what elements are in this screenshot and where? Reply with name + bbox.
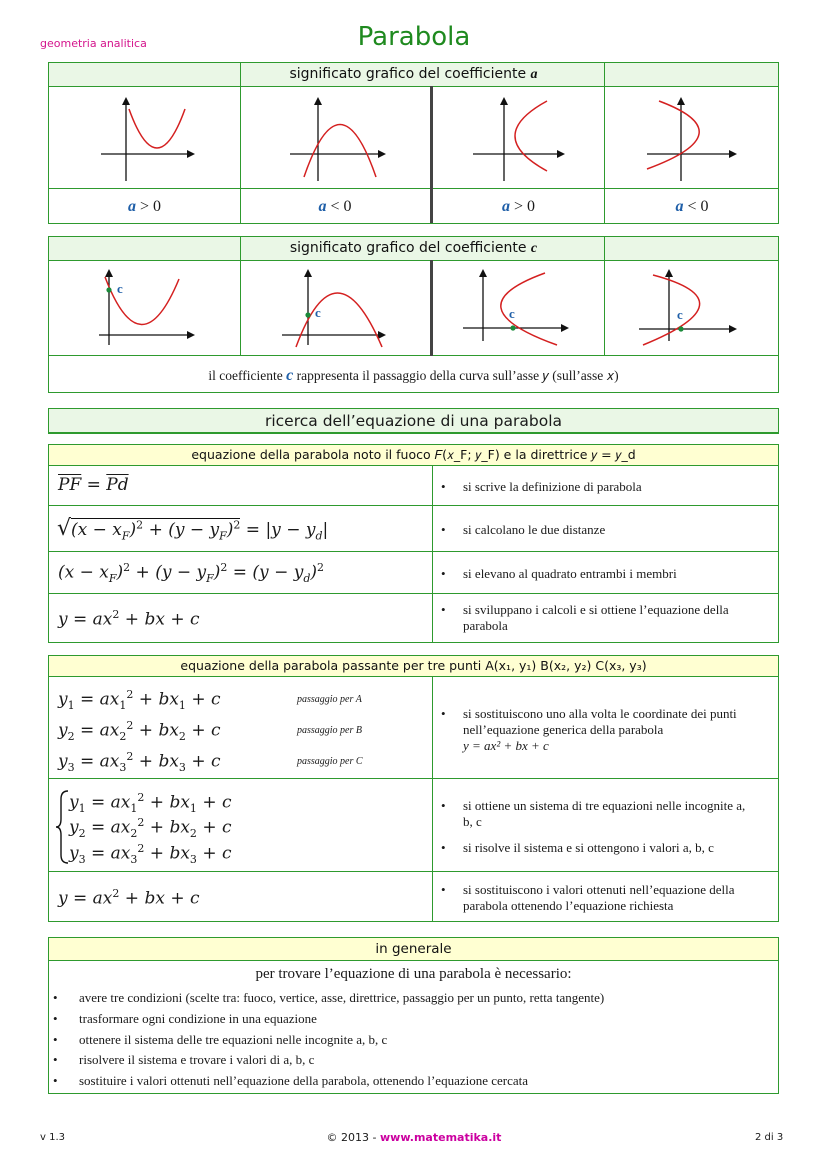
formula-squared: $(x - x_F)^2 + (y - y_F)^2 = (y - y_d)^2$ [58, 561, 325, 586]
focus-method-table [48, 444, 779, 643]
general-header: in generale [49, 938, 778, 961]
graph-c-4-label: c [677, 307, 683, 322]
note-distances: • si calcolano le due distanze [463, 522, 773, 538]
graph-c-3 [433, 261, 605, 355]
graph-a-positive-horizontal [433, 87, 605, 187]
footer-page-number: 2 di 3 [755, 1132, 784, 1143]
section-coefficient-c [48, 236, 779, 393]
graph-a-positive-vertical [49, 87, 239, 187]
section-coefficient-a [48, 62, 779, 224]
graph-c-2 [240, 261, 430, 355]
footer-site-link[interactable]: www.matematika.it [380, 1131, 502, 1144]
page-title: Parabola [357, 22, 471, 52]
formula-result: $y = ax^2$ + bx + c [58, 608, 200, 630]
general-item: • risolvere il sistema e trovare i valori di a, b, c [79, 1052, 314, 1068]
system-equation-3: $y_3 = ax_3^2 + bx_3 + c$ [69, 842, 232, 867]
note-squared: • si elevano al quadrato entrambi i membri [463, 566, 773, 582]
formula-distances: $√(x - x_F)^2 + (y - y_F)^2 = |y - y_d|$ [57, 516, 329, 543]
label-a-4: a < 0 [675, 198, 709, 215]
label-a-3: a > 0 [501, 198, 536, 215]
graph-c-1 [49, 261, 239, 355]
section-a-header [49, 63, 778, 87]
footer-version: v 1.3 [40, 1132, 65, 1143]
section-c-header [49, 237, 778, 261]
section-a-title: significato grafico del coefficiente [289, 66, 527, 82]
section-a-title-var: a [530, 67, 538, 82]
section-c-title: significato grafico del coefficiente [289, 240, 527, 256]
note-solve: • si risolve il sistema e si ottengono i valori a, b, c [463, 840, 763, 856]
three-points-table [48, 655, 779, 922]
section-c-title-var: c [530, 241, 538, 256]
graph-c-4 [605, 261, 779, 355]
equation-point-b: $y_2 = ax_2^2 + bx_2 + c$ [58, 719, 221, 744]
general-item: • trasformare ogni condizione in una equazione [79, 1011, 317, 1027]
note-system: • si ottiene un sistema di tre equazioni nelle incognite a, b, c [463, 798, 753, 830]
general-intro: per trovare l’equazione di una parabola è necessario: [255, 966, 572, 982]
general-item: • sostituire i valori ottenuti nell’equazione della parabola, ottenendo l’equazione cercata [79, 1073, 528, 1089]
search-title: ricerca dell’equazione di una parabola [264, 412, 563, 430]
graph-c-3-label: c [509, 306, 515, 321]
section-c-caption: il coefficiente c rappresenta il passaggio della curva sull’asse 𝑦 (sull’asse 𝑥) [208, 367, 619, 384]
note-final: • si sostituiscono i valori ottenuti nell’equazione della parabola ottenendo l’equazione richiesta [463, 882, 763, 914]
note-result: • si sviluppano i calcoli e si ottiene l’equazione della parabola [463, 602, 773, 634]
system-equation-1: $y_1 = ax_1^2 + bx_1 + c$ [69, 791, 232, 816]
label-a-1: a > 0 [127, 198, 162, 215]
note-substitute: • si sostituiscono uno alla volta le coordinate dei punti nell’equazione generica della parabola y = ax² + bx + c [463, 706, 763, 754]
search-banner [48, 408, 779, 434]
label-a-2: a < 0 [318, 198, 352, 215]
focus-method-header: equazione della parabola noto il fuoco 𝐹(𝑥_F; 𝑦_F) e la direttrice 𝑦 = 𝑦_d [49, 445, 778, 466]
system-equation-2: $y_2 = ax_2^2 + bx_2 + c$ [69, 816, 232, 841]
graph-c-1-label: c [117, 281, 123, 296]
equation-point-c: $y_3 = ax_3^2 + bx_3 + c$ [58, 750, 221, 775]
graph-a-negative-vertical [240, 87, 430, 187]
general-item: • ottenere il sistema delle tre equazioni nelle incognite a, b, c [79, 1032, 387, 1048]
final-formula: $y = ax^2$ + bx + c [58, 887, 200, 909]
footer-copyright: © 2013 - www.matematika.it [326, 1131, 502, 1144]
graph-c-2-label: c [315, 305, 321, 320]
three-points-header: equazione della parabola passante per tre punti A(x₁, y₁) B(x₂, y₂) C(x₃, y₃) [49, 656, 778, 677]
tag-point-b: passaggio per B [297, 725, 362, 736]
general-item: • avere tre condizioni (scelte tra: fuoco, vertice, asse, direttrice, passaggio per un punto, retta tangente) [79, 990, 604, 1006]
graph-a-negative-horizontal [605, 87, 779, 187]
tag-point-a: passaggio per A [297, 694, 362, 705]
general-section [48, 937, 779, 1094]
formula-definition: $\overline{PF} = \overline{Pd}$ [58, 475, 129, 495]
equation-point-a: $y_1 = ax_1^2 + bx_1 + c$ [58, 688, 221, 713]
tag-point-c: passaggio per C [297, 756, 363, 767]
note-definition: • si scrive la definizione di parabola [463, 479, 773, 495]
subject-label: geometria analitica [40, 37, 147, 50]
